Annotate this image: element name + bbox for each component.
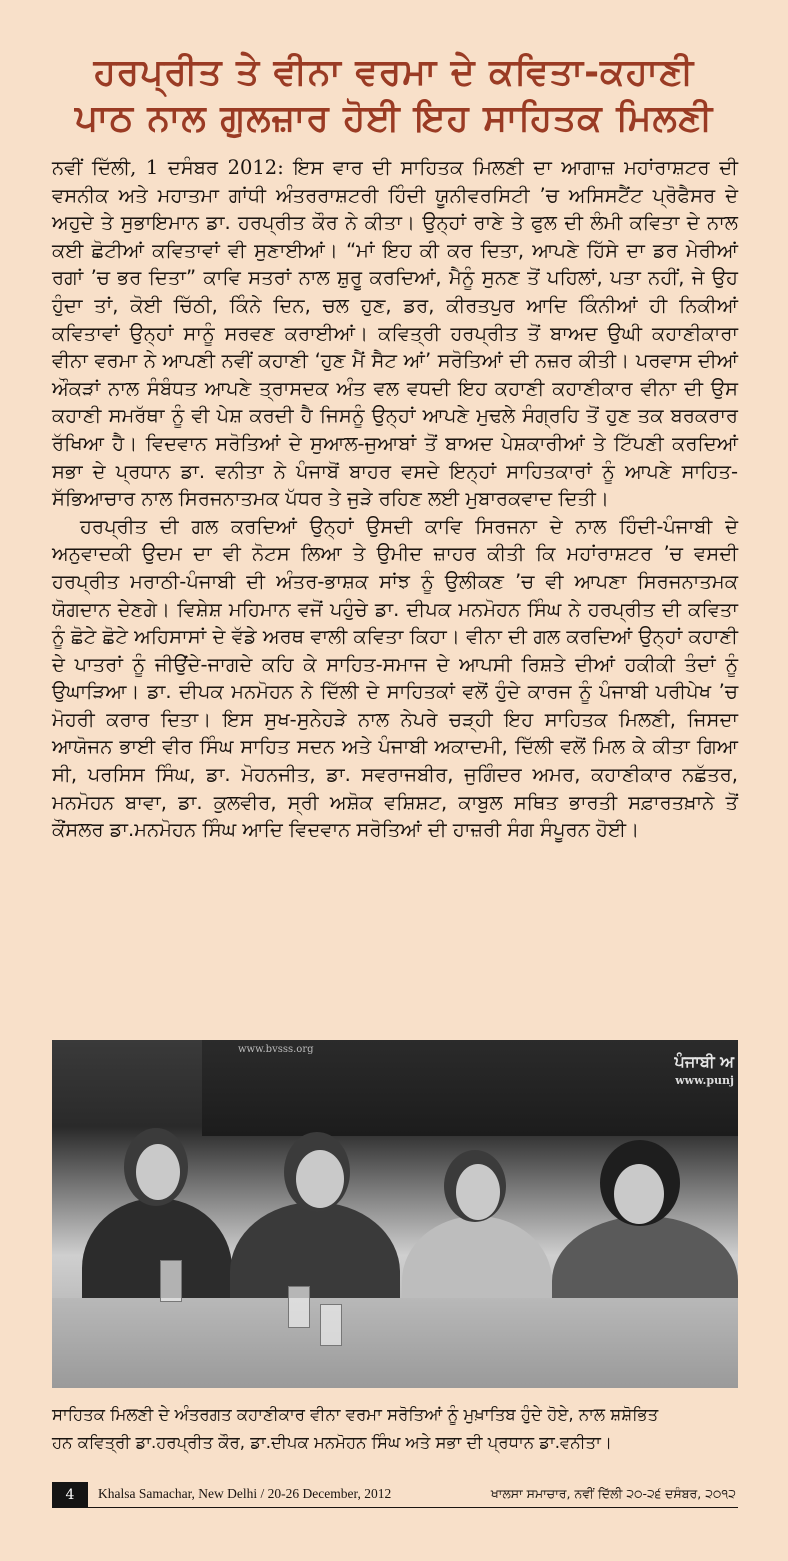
page-footer	[52, 1482, 738, 1508]
glass-3	[320, 1304, 342, 1346]
page-number: 4	[52, 1482, 88, 1508]
glass-2	[288, 1286, 310, 1328]
article-paragraph-1-text: ਇਸ ਵਾਰ ਦੀ ਸਾਹਿਤਕ ਮਿਲਣੀ ਦਾ ਆਗਾਜ਼ ਮਹਾਂਰਾਸ਼ਟਰ ਦੀ ਵਸਨੀਕ ਅਤੇ ਮਹਾਤਮਾ ਗਾਂਧੀ ਅੰਤਰਰਾਸ਼ਟਰੀ ਹਿੰਦੀ ਯੂਨੀਵਰਸਿਟੀ ’ਚ ਅਸਿਸਟੈਂਟ ਪ੍ਰੋਫੈਸਰ ਦੇ ਅਹੁਦੇ ਤੇ ਸੁਭਾਇਮਾਨ ਡਾ. ਹਰਪ੍ਰੀਤ ਕੌਰ ਨੇ ਕੀਤਾ। ਉਨ੍ਹਾਂ ਰਾਣੇ ਤੇ ਫੁਲ ਦੀ ਲੰਮੀ ਕਵਿਤਾ ਦੇ ਨਾਲ ਕਈ ਛੋਟੀਆਂ ਕਵਿਤਾਵਾਂ ਵੀ ਸੁਣਾਈਆਂ। “ਮਾਂ ਇਹ ਕੀ ਕਰ ਦਿਤਾ, ਆਪਣੇ ਹਿੱਸੇ ਦਾ ਡਰ ਮੇਰੀਆਂ ਰਗਾਂ ’ਚ ਭਰ ਦਿਤਾ” ਕਾਵਿ ਸਤਰਾਂ ਨਾਲ ਸ਼ੁਰੂ ਕਰਦਿਆਂ, ਮੈਨੂੰ ਸੁਨਣ ਤੋਂ ਪਹਿਲਾਂ, ਪਤਾ ਨਹੀਂ, ਜੇ ਉਹ ਹੁੰਦਾ ਤਾਂ, ਕੋਈ ਚਿੱਠੀ, ਕਿੰਨੇ ਦਿਨ, ਚਲ ਹੁਣ, ਡਰ, ਕੀਰਤਪੁਰ ਆਦਿ ਕਿੰਨੀਆਂ ਹੀ ਨਿਕੀਆਂ ਕਵਿਤਾਵਾਂ ਉਨ੍ਹਾਂ ਸਾਨੂੰ ਸਰਵਣ ਕਰਾਈਆਂ। ਕਵਿਤ੍ਰੀ ਹਰਪ੍ਰੀਤ ਤੋਂ ਬਾਅਦ ਉਘੀ ਕਹਾਣੀਕਾਰਾ ਵੀਨਾ ਵਰਮਾ ਨੇ ਆਪਣੀ ਨਵੀਂ ਕਹਾਣੀ ‘ਹੁਣ ਮੈਂ ਸੈਟ ਆਂ’ ਸਰੋਤਿਆਂ ਦੀ ਨਜ਼ਰ ਕੀਤੀ। ਪਰਵਾਸ ਦੀਆਂ ਔਕੜਾਂ ਨਾਲ ਸੰਬੰਧਤ ਆਪਣੇ ਤ੍ਰਾਸਦਕ ਅੰਤ ਵਲ ਵਧਦੀ ਇਹ ਕਹਾਣੀ ਕਹਾਣੀਕਾਰ ਵੀਨਾ ਦੀ ਉਸ ਕਹਾਣੀ ਸਮਰੱਥਾ ਨੂੰ ਵੀ ਪੇਸ਼ ਕਰਦੀ ਹੈ ਜਿਸਨੂੰ ਉਨ੍ਹਾਂ ਆਪਣੇ ਮੁਢਲੇ ਸੰਗ੍ਰਹਿ ਤੋਂ ਹੁਣ ਤਕ ਬਰਕਰਾਰ ਰੱਖਿਆ ਹੈ। ਵਿਦਵਾਨ ਸਰੋਤਿਆਂ ਦੇ ਸੁਆਲ-ਜੁਆਬਾਂ ਤੋਂ ਬਾਅਦ ਪੇਸ਼ਕਾਰੀਆਂ ਤੇ ਟਿੱਪਣੀ ਕਰਦਿਆਂ ਸਭਾ ਦੇ ਪ੍ਰਧਾਨ ਡਾ. ਵਨੀਤਾ ਨੇ ਪੰਜਾਬੋਂ ਬਾਹਰ ਵਸਦੇ ਇਨ੍ਹਾਂ ਸਾਹਿਤਕਾਰਾਂ ਨੂੰ ਆਪਣੇ ਸਾਹਿਤ-ਸੱਭਿਆਚਾਰ ਨਾਲ ਸਿਰਜਨਾਤਮਕ ਪੱਧਰ ਤੇ ਜੁੜੇ ਰਹਿਣ ਲਈ ਮੁਬਾਰਕਵਾਦ ਦਿਤੀ।	[52, 156, 738, 511]
article-body	[52, 154, 738, 844]
headline-line-2: ਪਾਠ ਨਾਲ ਗੁਲਜ਼ਾਰ ਹੋਈ ਇਹ ਸਾਹਿਤਕ ਮਿਲਣੀ	[74, 98, 714, 139]
banner-url-left: www.bvsss.org	[238, 1044, 314, 1055]
person-4-face	[614, 1164, 664, 1224]
photo-table	[52, 1298, 738, 1388]
banner-url-right: www.punj	[675, 1074, 734, 1087]
person-1-face	[136, 1144, 180, 1200]
headline-line-1: ਹਰਪ੍ਰੀਤ ਤੇ ਵੀਨਾ ਵਰਮਾ ਦੇ ਕਵਿਤਾ-ਕਹਾਣੀ	[93, 52, 695, 93]
caption-line-1: ਸਾਹਿਤਕ ਮਿਲਣੀ ਦੇ ਅੰਤਰਗਤ ਕਹਾਣੀਕਾਰ ਵੀਨਾ ਵਰਮਾ ਸਰੋਤਿਆਂ ਨੂੰ ਮੁਖ਼ਾਤਿਬ ਹੁੰਦੇ ਹੋਏ, ਨਾਲ ਸ਼ਸ਼ੋਭਿਤ	[52, 1405, 659, 1424]
photo-caption	[52, 1401, 742, 1457]
caption-line-2: ਹਨ ਕਵਿਤ੍ਰੀ ਡਾ.ਹਰਪ੍ਰੀਤ ਕੌਰ, ਡਾ.ਦੀਪਕ ਮਨਮੋਹਨ ਸਿੰਘ ਅਤੇ ਸਭਾ ਦੀ ਪ੍ਰਧਾਨ ਡਾ.ਵਨੀਤਾ।	[52, 1433, 612, 1452]
footer-publication: Khalsa Samachar, New Delhi / 20-26 December, 2012	[98, 1486, 392, 1501]
person-3-face	[456, 1164, 500, 1220]
article-paragraph-2: ਹਰਪ੍ਰੀਤ ਦੀ ਗਲ ਕਰਦਿਆਂ ਉਨ੍ਹਾਂ ਉਸਦੀ ਕਾਵਿ ਸਿਰਜਨਾ ਦੇ ਨਾਲ ਹਿੰਦੀ-ਪੰਜਾਬੀ ਦੇ ਅਨੁਵਾਦਕੀ ਉਦਮ ਦਾ ਵੀ ਨੋਟਸ ਲਿਆ ਤੇ ਉਮੀਦ ਜ਼ਾਹਰ ਕੀਤੀ ਕਿ ਮਹਾਂਰਾਸ਼ਟਰ ’ਚ ਵਸਦੀ ਹਰਪ੍ਰੀਤ ਮਰਾਠੀ-ਪੰਜਾਬੀ ਦੀ ਅੰਤਰ-ਭਾਸ਼ਕ ਸਾਂਝ ਨੂੰ ਉਲੀਕਣ ’ਚ ਵੀ ਆਪਣਾ ਸਿਰਜਨਾਤਮਕ ਯੋਗਦਾਨ ਦੇਣਗੇ। ਵਿਸ਼ੇਸ਼ ਮਹਿਮਾਨ ਵਜੋਂ ਪਹੁੰਚੇ ਡਾ. ਦੀਪਕ ਮਨਮੋਹਨ ਸਿੰਘ ਨੇ ਹਰਪ੍ਰੀਤ ਦੀ ਕਵਿਤਾ ਨੂੰ ਛੋਟੇ ਛੋਟੇ ਅਹਿਸਾਸਾਂ ਦੇ ਵੱਡੇ ਅਰਥ ਵਾਲੀ ਕਵਿਤਾ ਕਿਹਾ। ਵੀਨਾ ਦੀ ਗਲ ਕਰਦਿਆਂ ਉਨ੍ਹਾਂ ਕਹਾਣੀ ਦੇ ਪਾਤਰਾਂ ਨੂੰ ਜੀਉਂਦੇ-ਜਾਗਦੇ ਕਹਿ ਕੇ ਸਾਹਿਤ-ਸਮਾਜ ਦੇ ਆਪਸੀ ਰਿਸ਼ਤੇ ਦੀਆਂ ਹਕੀਕੀ ਤੰਦਾਂ ਨੂੰ ਉਘਾੜਿਆ। ਡਾ. ਦੀਪਕ ਮਨਮੋਹਨ ਨੇ ਦਿੱਲੀ ਦੇ ਸਾਹਿਤਕਾਂ ਵਲੋਂ ਹੁੰਦੇ ਕਾਰਜ ਨੂੰ ਪੰਜਾਬੀ ਪਰੀਪੇਖ ’ਚ ਮੋਹਰੀ ਕਰਾਰ ਦਿਤਾ। ਇਸ ਸੁਖ-ਸੁਨੇਹੜੇ ਨਾਲ ਨੇਪਰੇ ਚੜ੍ਹੀ ਇਹ ਸਾਹਿਤਕ ਮਿਲਣੀ, ਜਿਸਦਾ ਆਯੋਜਨ ਭਾਈ ਵੀਰ ਸਿੰਘ ਸਾਹਿਤ ਸਦਨ ਅਤੇ ਪੰਜਾਬੀ ਅਕਾਦਮੀ, ਦਿੱਲੀ ਵਲੋਂ ਮਿਲ ਕੇ ਕੀਤਾ ਗਿਆ ਸੀ, ਪਰਸਿਸ ਸਿੰਘ, ਡਾ. ਮੋਹਨਜੀਤ, ਡਾ. ਸਵਰਾਜਬੀਰ, ਜੁਗਿੰਦਰ ਅਮਰ, ਕਹਾਣੀਕਾਰ ਨਛੱਤਰ, ਮਨਮੋਹਨ ਬਾਵਾ, ਡਾ. ਕੁਲਵੀਰ, ਸ੍ਰੀ ਅਸ਼ੋਕ ਵਸ਼ਿਸ਼ਟ, ਕਾਬੁਲ ਸਥਿਤ ਭਾਰਤੀ ਸਫ਼ਾਰਤਖ਼ਾਨੇ ਤੋਂ ਕੌਂਸਲਰ ਡਾ.ਮਨਮੋਹਨ ਸਿੰਘ ਆਦਿ ਵਿਦਵਾਨ ਸਰੋਤਿਆਂ ਦੀ ਹਾਜ਼ਰੀ ਸੰਗ ਸੰਪੂਰਨ ਹੋਈ।	[52, 514, 738, 842]
article-paragraph-1	[52, 154, 738, 513]
glass-1	[160, 1260, 182, 1302]
event-photo	[52, 1040, 738, 1388]
footer-publication-punjabi: ਖਾਲਸਾ ਸਮਾਚਾਰ, ਨਵੀਂ ਦਿੱਲੀ ੨੦-੨੬ ਦਸੰਬਰ, ੨੦੧੨	[490, 1486, 736, 1501]
banner-title: ਪੰਜਾਬੀ ਅ	[674, 1052, 734, 1071]
person-2-face	[296, 1150, 344, 1208]
headline	[40, 50, 748, 142]
dateline: ਨਵੀਂ ਦਿੱਲੀ, 1 ਦਸੰਬਰ 2012:	[52, 156, 284, 179]
